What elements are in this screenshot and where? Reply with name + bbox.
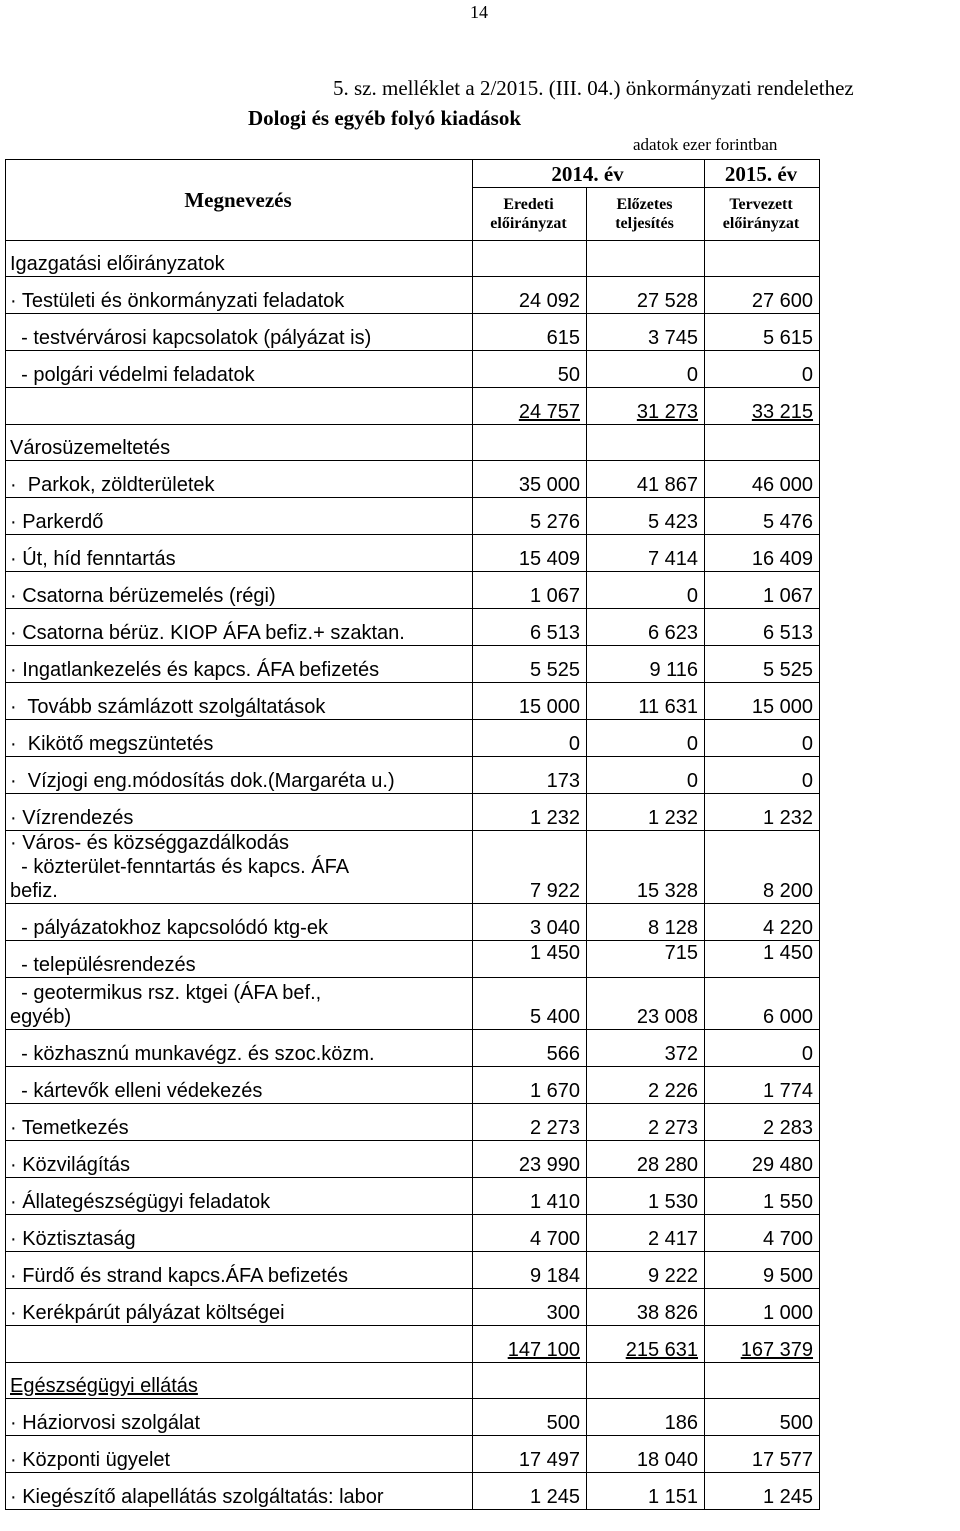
empty-cell: [587, 425, 705, 461]
value-2014-original: [473, 720, 587, 757]
value-2014-preliminary: [587, 1252, 705, 1289]
cell-value: 167 379: [740, 1339, 814, 1361]
value-2015-planned: [705, 1030, 820, 1067]
table-row: [6, 1436, 820, 1473]
cell-value: 29 480: [751, 1154, 814, 1176]
value-2015-planned: [705, 1399, 820, 1436]
value-2015-planned: [705, 831, 820, 904]
subtotal-row: [6, 1326, 820, 1363]
value-2015-planned: [705, 1289, 820, 1326]
empty-cell: [587, 1363, 705, 1399]
row-label: · Csatorna bérüzemelés (régi): [6, 572, 473, 609]
cell-value: 3 040: [529, 917, 580, 939]
value-2014-original: [473, 1326, 587, 1363]
page-title: Dologi és egyéb folyó kiadások: [248, 106, 522, 130]
cell-value: 0: [801, 770, 814, 792]
value-2015-planned: [705, 720, 820, 757]
row-label: · Kikötő megszüntetés: [6, 720, 473, 757]
table-row: [6, 1104, 820, 1141]
table-row: [6, 1473, 820, 1510]
value-2014-original: [473, 1473, 587, 1510]
table-row: [6, 1030, 820, 1067]
cell-value: 9 222: [647, 1265, 699, 1287]
empty-cell: [705, 241, 820, 277]
table-row: [6, 831, 820, 904]
value-2015-planned: [705, 978, 820, 1030]
cell-value: 5 476: [762, 511, 814, 533]
value-2014-preliminary: [587, 1104, 705, 1141]
row-label: - településrendezés: [6, 941, 473, 978]
row-label: - testvérvárosi kapcsolatok (pályázat is): [6, 314, 473, 351]
row-label: Igazgatási előirányzatok: [6, 241, 473, 277]
header-planned-appropriation: Tervezett előirányzat: [705, 188, 820, 241]
cell-value: 300: [546, 1302, 580, 1324]
cell-value: 2 283: [762, 1117, 814, 1139]
value-2014-preliminary: [587, 720, 705, 757]
value-2014-preliminary: [587, 1030, 705, 1067]
value-2015-planned: [705, 535, 820, 572]
cell-value: 33 215: [751, 401, 814, 423]
cell-value: 1 410: [529, 1191, 580, 1213]
value-2014-preliminary: [587, 351, 705, 388]
cell-value: 27 528: [636, 290, 699, 312]
value-2015-planned: [705, 646, 820, 683]
cell-value: 173: [546, 770, 580, 792]
cell-value: 15 328: [636, 880, 699, 902]
cell-value: 1 151: [647, 1486, 699, 1508]
value-2015-planned: [705, 1141, 820, 1178]
cell-value: 1 000: [762, 1302, 814, 1324]
cell-value: 24 092: [518, 290, 580, 312]
table-row: [6, 1289, 820, 1326]
cell-value: 6 000: [762, 1006, 814, 1028]
cell-value: 5 276: [529, 511, 580, 533]
row-label: · Köztisztaság: [6, 1215, 473, 1252]
value-2014-original: [473, 1289, 587, 1326]
table-row: [6, 1215, 820, 1252]
cell-value: 186: [664, 1412, 699, 1434]
cell-value: 0: [801, 364, 814, 386]
value-2014-preliminary: [587, 1399, 705, 1436]
value-2015-planned: [705, 941, 820, 978]
row-label: - közhasznú munkavégz. és szoc.közm.: [6, 1030, 473, 1067]
cell-value: 1 245: [762, 1486, 814, 1508]
value-2014-preliminary: [587, 1215, 705, 1252]
row-label: Városüzemeltetés: [6, 425, 473, 461]
value-2014-original: [473, 388, 587, 425]
cell-value: 2 417: [647, 1228, 699, 1250]
cell-value: 15 409: [518, 548, 580, 570]
section-row: [6, 1363, 820, 1399]
cell-value: 1 550: [762, 1191, 814, 1213]
row-label: · Út, híd fenntartás: [6, 535, 473, 572]
row-label: · Tovább számlázott szolgáltatások: [6, 683, 473, 720]
value-2014-original: [473, 757, 587, 794]
cell-value: 2 226: [647, 1080, 699, 1102]
table-row: [6, 1067, 820, 1104]
table-row: [6, 535, 820, 572]
row-label: - kártevők elleni védekezés: [6, 1067, 473, 1104]
cell-value: 566: [546, 1043, 580, 1065]
value-2014-original: [473, 1178, 587, 1215]
row-label: · Testületi és önkormányzati feladatok: [6, 277, 473, 314]
cell-value: 18 040: [636, 1449, 699, 1471]
cell-value: 615: [546, 327, 580, 349]
cell-value: 15 000: [751, 696, 814, 718]
value-2015-planned: [705, 1326, 820, 1363]
value-2014-original: [473, 831, 587, 904]
cell-value: 6 513: [762, 622, 814, 644]
cell-value: 372: [664, 1043, 699, 1065]
cell-value: 15 000: [518, 696, 580, 718]
row-label: [6, 1326, 473, 1363]
cell-value: 1 232: [647, 807, 699, 829]
row-label: · Csatorna bérüz. KIOP ÁFA befiz.+ szaktan.: [6, 609, 473, 646]
value-2015-planned: [705, 609, 820, 646]
value-2014-preliminary: [587, 572, 705, 609]
cell-value: 8 128: [647, 917, 699, 939]
cell-value: 3 745: [647, 327, 699, 349]
empty-cell: [705, 425, 820, 461]
value-2014-original: [473, 794, 587, 831]
cell-value: 0: [686, 770, 699, 792]
header-year-2014: 2014. év: [473, 160, 705, 188]
table-row: [6, 757, 820, 794]
header-year-2015: 2015. év: [705, 160, 820, 188]
cell-value: 41 867: [636, 474, 699, 496]
value-2015-planned: [705, 1104, 820, 1141]
table-row: [6, 461, 820, 498]
value-2014-original: [473, 904, 587, 941]
cell-value: 215 631: [625, 1339, 699, 1361]
value-2014-original: [473, 1436, 587, 1473]
cell-value: 2 273: [647, 1117, 699, 1139]
value-2014-preliminary: [587, 498, 705, 535]
value-2014-preliminary: [587, 1473, 705, 1510]
row-label: - pályázatokhoz kapcsolódó ktg-ek: [6, 904, 473, 941]
table-row: [6, 351, 820, 388]
cell-value: 9 116: [649, 659, 699, 681]
cell-value: 0: [801, 1043, 814, 1065]
cell-value: 1 450: [529, 942, 580, 964]
value-2015-planned: [705, 277, 820, 314]
cell-value: 8 200: [762, 880, 814, 902]
cell-value: 35 000: [518, 474, 580, 496]
header-name: Megnevezés: [6, 160, 473, 241]
cell-value: 17 497: [518, 1449, 580, 1471]
value-2014-original: [473, 609, 587, 646]
value-2014-preliminary: [587, 1141, 705, 1178]
value-2015-planned: [705, 351, 820, 388]
cell-value: 23 990: [518, 1154, 580, 1176]
value-2015-planned: [705, 1067, 820, 1104]
annex-reference: 5. sz. melléklet a 2/2015. (III. 04.) önkormányzati rendelethez: [333, 76, 854, 100]
value-2014-original: [473, 1399, 587, 1436]
cell-value: 1 067: [762, 585, 814, 607]
cell-value: 0: [686, 585, 699, 607]
row-label: · Központi ügyelet: [6, 1436, 473, 1473]
value-2014-preliminary: [587, 1289, 705, 1326]
value-2014-preliminary: [587, 461, 705, 498]
value-2014-preliminary: [587, 941, 705, 978]
cell-value: 1 232: [529, 807, 580, 829]
page-number: 14: [470, 2, 488, 22]
value-2014-preliminary: [587, 1067, 705, 1104]
row-label: [6, 388, 473, 425]
cell-value: 27 600: [751, 290, 814, 312]
value-2015-planned: [705, 498, 820, 535]
value-2015-planned: [705, 904, 820, 941]
cell-value: 11 631: [638, 696, 699, 718]
row-label: · Parkok, zöldterületek: [6, 461, 473, 498]
row-label: · Parkerdő: [6, 498, 473, 535]
cell-value: 9 184: [529, 1265, 580, 1287]
value-2014-original: [473, 1252, 587, 1289]
row-label: · Fürdő és strand kapcs.ÁFA befizetés: [6, 1252, 473, 1289]
empty-cell: [473, 1363, 587, 1399]
value-2014-original: [473, 683, 587, 720]
value-2014-original: [473, 1141, 587, 1178]
cell-value: 1 245: [529, 1486, 580, 1508]
cell-value: 500: [546, 1412, 580, 1434]
expenditure-table: [5, 159, 820, 1510]
row-label: · Ingatlankezelés és kapcs. ÁFA befizetés: [6, 646, 473, 683]
cell-value: 9 500: [762, 1265, 814, 1287]
cell-value: 5 525: [762, 659, 814, 681]
value-2015-planned: [705, 388, 820, 425]
cell-value: 500: [779, 1412, 814, 1434]
table-row: [6, 720, 820, 757]
row-label: · Állategészségügyi feladatok: [6, 1178, 473, 1215]
empty-cell: [473, 425, 587, 461]
cell-value: 4 700: [529, 1228, 580, 1250]
value-2014-original: [473, 572, 587, 609]
value-2015-planned: [705, 1178, 820, 1215]
cell-value: 23 008: [636, 1006, 699, 1028]
cell-value: 1 774: [762, 1080, 814, 1102]
value-2015-planned: [705, 1252, 820, 1289]
cell-value: 50: [557, 364, 580, 386]
row-label: · Város- és községgazdálkodás - közterület-fenntartás és kapcs. ÁFA befiz.: [6, 831, 473, 904]
value-2014-preliminary: [587, 794, 705, 831]
section-row: [6, 425, 820, 461]
value-2014-preliminary: [587, 388, 705, 425]
value-2014-preliminary: [587, 904, 705, 941]
table-row: [6, 941, 820, 978]
cell-value: 31 273: [636, 401, 699, 423]
value-2014-preliminary: [587, 609, 705, 646]
value-2015-planned: [705, 683, 820, 720]
cell-value: 6 623: [647, 622, 699, 644]
value-2014-original: [473, 1030, 587, 1067]
cell-value: 24 757: [518, 401, 580, 423]
cell-value: 5 400: [529, 1006, 580, 1028]
value-2014-preliminary: [587, 314, 705, 351]
value-2015-planned: [705, 461, 820, 498]
cell-value: 7 414: [647, 548, 699, 570]
cell-value: 5 525: [529, 659, 580, 681]
value-2014-original: [473, 277, 587, 314]
value-2014-original: [473, 314, 587, 351]
cell-value: 5 423: [647, 511, 699, 533]
value-2014-original: [473, 535, 587, 572]
value-2014-original: [473, 646, 587, 683]
cell-value: 5 615: [762, 327, 814, 349]
value-2015-planned: [705, 1215, 820, 1252]
cell-value: 17 577: [751, 1449, 814, 1471]
table-row: [6, 978, 820, 1030]
cell-value: 1 530: [647, 1191, 699, 1213]
cell-value: 1 670: [529, 1080, 580, 1102]
value-2015-planned: [705, 572, 820, 609]
row-label: Egészségügyi ellátás: [6, 1363, 473, 1399]
cell-value: 7 922: [529, 880, 580, 902]
table-row: [6, 1399, 820, 1436]
table-row: [6, 314, 820, 351]
value-2014-original: [473, 498, 587, 535]
value-2014-original: [473, 351, 587, 388]
table-row: [6, 1178, 820, 1215]
cell-value: 46 000: [751, 474, 814, 496]
value-2015-planned: [705, 1436, 820, 1473]
cell-value: 1 450: [762, 942, 814, 964]
value-2014-preliminary: [587, 831, 705, 904]
cell-value: 147 100: [507, 1339, 580, 1361]
table-row: [6, 794, 820, 831]
value-2014-preliminary: [587, 1326, 705, 1363]
cell-value: 2 273: [529, 1117, 580, 1139]
empty-cell: [473, 241, 587, 277]
value-2014-preliminary: [587, 1178, 705, 1215]
row-label: · Vízjogi eng.módosítás dok.(Margaréta u.): [6, 757, 473, 794]
cell-value: 4 700: [762, 1228, 814, 1250]
table-row: [6, 904, 820, 941]
value-2014-preliminary: [587, 277, 705, 314]
value-2014-preliminary: [587, 646, 705, 683]
value-2015-planned: [705, 794, 820, 831]
cell-value: 1 067: [529, 585, 580, 607]
table-row: [6, 683, 820, 720]
value-2014-original: [473, 941, 587, 978]
cell-value: 38 826: [636, 1302, 699, 1324]
cell-value: 1 232: [762, 807, 814, 829]
cell-value: 0: [686, 733, 699, 755]
row-label: · Háziorvosi szolgálat: [6, 1399, 473, 1436]
value-2015-planned: [705, 757, 820, 794]
cell-value: 0: [801, 733, 814, 755]
row-label: - geotermikus rsz. ktgei (ÁFA bef., egyéb): [6, 978, 473, 1030]
cell-value: 715: [664, 942, 699, 964]
table-row: [6, 572, 820, 609]
value-2014-preliminary: [587, 683, 705, 720]
header-original-appropriation: Eredeti előirányzat: [473, 188, 587, 241]
row-label: · Vízrendezés: [6, 794, 473, 831]
value-2014-preliminary: [587, 757, 705, 794]
table-row: [6, 1141, 820, 1178]
cell-value: 28 280: [636, 1154, 699, 1176]
cell-value: 0: [568, 733, 580, 755]
value-2014-preliminary: [587, 1436, 705, 1473]
value-2014-original: [473, 978, 587, 1030]
section-row: [6, 241, 820, 277]
table-row: [6, 646, 820, 683]
unit-note: adatok ezer forintban: [633, 135, 778, 154]
value-2014-preliminary: [587, 535, 705, 572]
empty-cell: [587, 241, 705, 277]
value-2014-original: [473, 1067, 587, 1104]
table-row: [6, 609, 820, 646]
cell-value: 16 409: [751, 548, 814, 570]
value-2014-original: [473, 1104, 587, 1141]
value-2014-original: [473, 1215, 587, 1252]
table-row: [6, 498, 820, 535]
value-2015-planned: [705, 314, 820, 351]
table-row: [6, 1252, 820, 1289]
value-2015-planned: [705, 1473, 820, 1510]
row-label: · Közvilágítás: [6, 1141, 473, 1178]
cell-value: 6 513: [529, 622, 580, 644]
row-label: · Kerékpárút pályázat költségei: [6, 1289, 473, 1326]
subtotal-row: [6, 388, 820, 425]
row-label: - polgári védelmi feladatok: [6, 351, 473, 388]
value-2014-original: [473, 461, 587, 498]
empty-cell: [705, 1363, 820, 1399]
row-label: · Kiegészítő alapellátás szolgáltatás: labor: [6, 1473, 473, 1510]
table-row: [6, 277, 820, 314]
cell-value: 4 220: [762, 917, 814, 939]
value-2014-preliminary: [587, 978, 705, 1030]
row-label: · Temetkezés: [6, 1104, 473, 1141]
header-preliminary-performance: Előzetes teljesítés: [587, 188, 705, 241]
cell-value: 0: [686, 364, 699, 386]
